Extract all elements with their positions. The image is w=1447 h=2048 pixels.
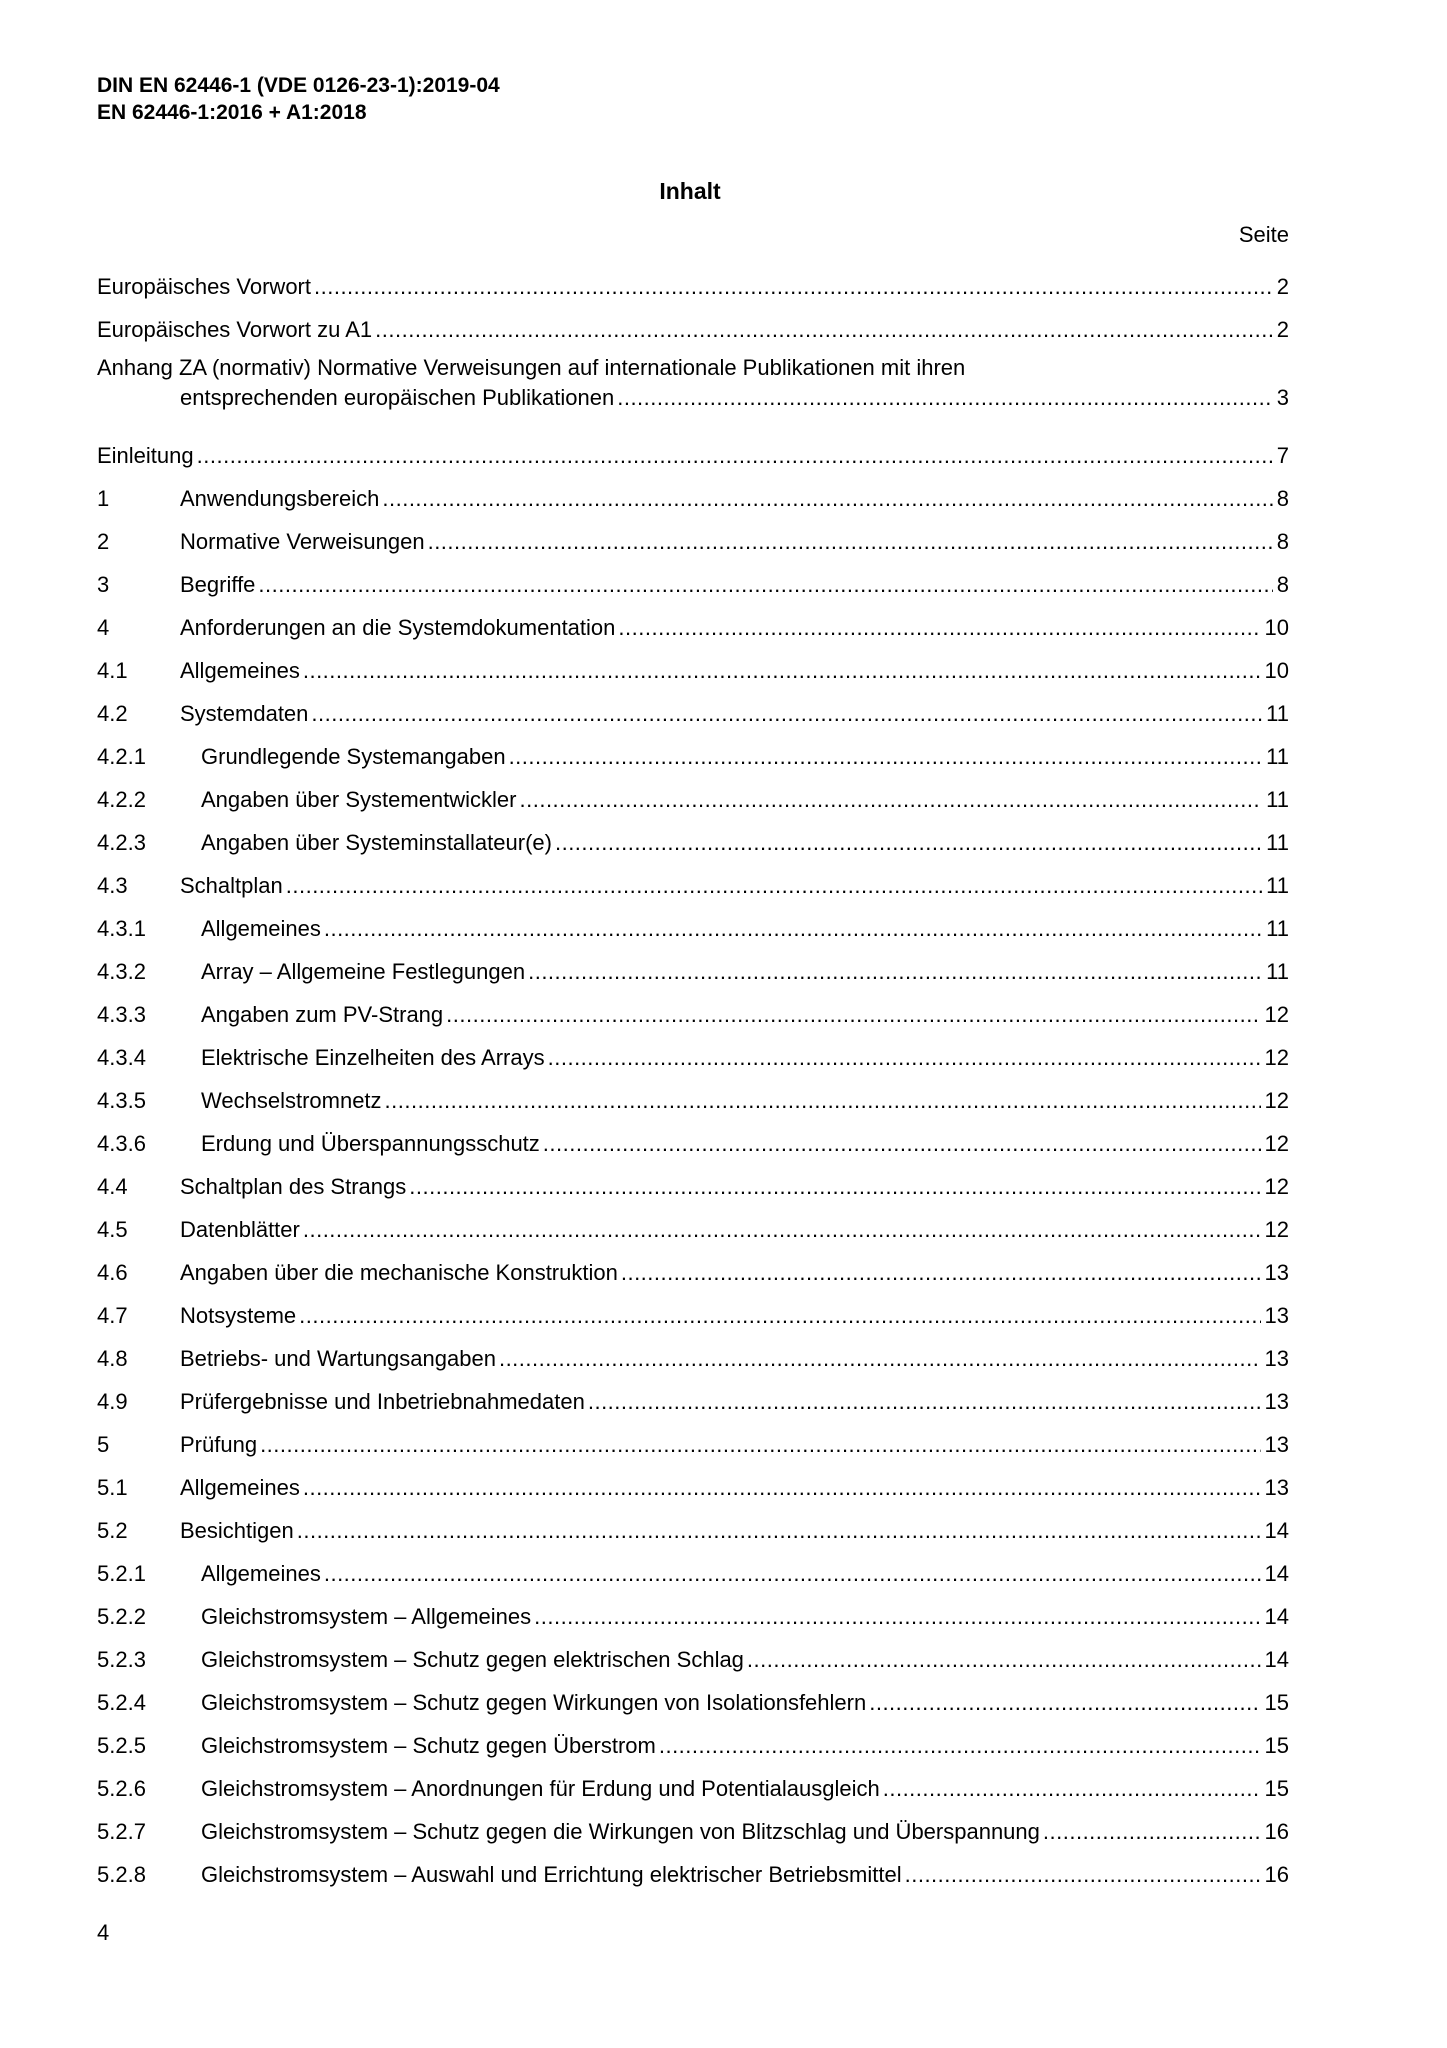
- toc-title: Inhalt: [659, 178, 721, 204]
- dot-leader: [528, 958, 1262, 986]
- toc-entry-number: 5: [97, 1432, 110, 1457]
- toc-entry-text: Notsysteme: [180, 1303, 297, 1328]
- toc-entry-text: Allgemeines: [201, 1561, 321, 1586]
- dot-leader: [621, 1259, 1261, 1287]
- toc-entry-page: 15: [1264, 1690, 1289, 1715]
- toc-entry[interactable]: [97, 1115, 1289, 1158]
- toc-entry-number: 4.8: [97, 1346, 128, 1371]
- dot-leader: [446, 1001, 1260, 1029]
- toc-entry-text: Allgemeines: [201, 916, 321, 941]
- toc-entry-text: Gleichstromsystem – Schutz gegen Wirkungen von Isolationsfehlern: [201, 1690, 867, 1715]
- table-of-contents: [97, 258, 1289, 1889]
- toc-entry-text: Elektrische Einzelheiten des Arrays: [201, 1045, 545, 1070]
- dot-leader: [543, 1130, 1261, 1158]
- toc-entry[interactable]: [97, 1330, 1289, 1373]
- toc-entry-page: 12: [1264, 1217, 1289, 1242]
- toc-entry[interactable]: [97, 1674, 1289, 1717]
- toc-entry-text: Systemdaten: [180, 701, 309, 726]
- toc-entry[interactable]: [97, 685, 1289, 728]
- toc-entry-number: 4.3.6: [97, 1131, 146, 1156]
- standard-version: EN 62446-1:2016 + A1:2018: [97, 101, 367, 124]
- toc-entry-number: 5.2: [97, 1518, 128, 1543]
- toc-entry-page: 13: [1264, 1260, 1289, 1285]
- page-number: 4: [97, 1920, 110, 1945]
- toc-entry-text: Anhang ZA (normativ) Normative Verweisungen auf internationale Publikationen mit ihren: [97, 355, 966, 380]
- toc-entry-text: Normative Verweisungen: [180, 529, 425, 554]
- toc-entry-page: 12: [1264, 1088, 1289, 1113]
- dot-leader: [303, 1474, 1261, 1502]
- toc-entry-text: Angaben über Systeminstallateur(e): [201, 830, 552, 855]
- toc-entry-page: 11: [1266, 830, 1289, 855]
- toc-entry-text: Allgemeines: [180, 1475, 300, 1500]
- toc-entry[interactable]: [97, 301, 1289, 344]
- toc-entry[interactable]: [97, 556, 1289, 599]
- toc-entry[interactable]: [97, 1631, 1289, 1674]
- toc-entry-text: Anwendungsbereich: [180, 486, 380, 511]
- toc-entry-page: 14: [1264, 1604, 1289, 1629]
- dot-leader: [534, 1603, 1260, 1631]
- toc-entry-number: 4.2.2: [97, 787, 146, 812]
- toc-entry-page: 12: [1264, 1045, 1289, 1070]
- page-column-label: Seite: [1238, 222, 1289, 247]
- toc-entry-text: Angaben über die mechanische Konstruktion: [180, 1260, 618, 1285]
- toc-entry-number: 5.2.4: [97, 1690, 146, 1715]
- toc-entry-page: 3: [1276, 385, 1289, 410]
- dot-leader: [382, 485, 1272, 513]
- toc-entry-number: 4.3.2: [97, 959, 146, 984]
- dot-leader: [324, 1560, 1261, 1588]
- toc-entry[interactable]: [97, 513, 1289, 556]
- toc-entry-page: 11: [1266, 873, 1289, 898]
- dot-leader: [258, 571, 1272, 599]
- toc-entry[interactable]: [97, 1803, 1289, 1846]
- toc-entry-text: Gleichstromsystem – Schutz gegen elektrischen Schlag: [201, 1647, 744, 1672]
- toc-entry-page: 15: [1264, 1733, 1289, 1758]
- dot-leader: [548, 1044, 1261, 1072]
- dot-leader: [499, 1345, 1261, 1373]
- toc-entry-page: 13: [1264, 1432, 1289, 1457]
- dot-leader: [617, 384, 1273, 412]
- toc-entry[interactable]: [97, 1545, 1289, 1588]
- toc-entry-number: 5.2.2: [97, 1604, 146, 1629]
- toc-entry[interactable]: [97, 814, 1289, 857]
- toc-entry-text: Grundlegende Systemangaben: [201, 744, 506, 769]
- toc-entry-page: 2: [1276, 317, 1289, 342]
- toc-entry-text: Schaltplan: [180, 873, 283, 898]
- dot-leader: [303, 1216, 1261, 1244]
- dot-leader: [311, 700, 1262, 728]
- toc-section-entries: [97, 470, 1289, 1889]
- toc-entry-text: Einleitung: [97, 443, 194, 468]
- toc-entry[interactable]: [97, 1373, 1289, 1416]
- toc-entry[interactable]: [97, 943, 1289, 986]
- toc-entry-page: 12: [1264, 1131, 1289, 1156]
- toc-entry-text: Allgemeines: [180, 658, 300, 683]
- toc-entry-text: Europäisches Vorwort zu A1: [97, 317, 373, 342]
- toc-entry-page: 7: [1276, 443, 1289, 468]
- toc-entry[interactable]: [97, 728, 1289, 771]
- toc-entry-text: Angaben zum PV-Strang: [201, 1002, 444, 1027]
- toc-entry[interactable]: [97, 1287, 1289, 1330]
- toc-entry-text: Europäisches Vorwort: [97, 274, 311, 299]
- toc-entry[interactable]: [97, 427, 1289, 470]
- dot-leader: [303, 657, 1261, 685]
- toc-entry-number: 5.2.8: [97, 1862, 146, 1887]
- toc-entry-page: 11: [1266, 744, 1289, 769]
- toc-entry-number: 5.2.1: [97, 1561, 146, 1586]
- toc-entry-page: 11: [1266, 787, 1289, 812]
- toc-entry-page: 10: [1264, 658, 1289, 683]
- toc-entry-page: 14: [1264, 1647, 1289, 1672]
- dot-leader: [618, 614, 1260, 642]
- toc-entry-text: Schaltplan des Strangs: [180, 1174, 407, 1199]
- toc-entry[interactable]: [97, 900, 1289, 943]
- toc-entry-text-continued: entsprechenden europäischen Publikationen: [180, 385, 615, 410]
- dot-leader: [314, 273, 1273, 301]
- toc-entry[interactable]: [97, 1029, 1289, 1072]
- toc-entry-page: 12: [1264, 1174, 1289, 1199]
- toc-entry-page: 12: [1264, 1002, 1289, 1027]
- dot-leader: [555, 829, 1262, 857]
- dot-leader: [588, 1388, 1261, 1416]
- toc-entry-text: Besichtigen: [180, 1518, 294, 1543]
- toc-entry-number: 4.9: [97, 1389, 128, 1414]
- toc-entry[interactable]: [97, 1201, 1289, 1244]
- toc-entry-number: 4.3.1: [97, 916, 146, 941]
- toc-entry[interactable]: [97, 1717, 1289, 1760]
- toc-entry[interactable]: [97, 599, 1289, 642]
- toc-entry[interactable]: [97, 1588, 1289, 1631]
- toc-entry[interactable]: [97, 1502, 1289, 1545]
- toc-entry-page: 11: [1266, 916, 1289, 941]
- toc-entry[interactable]: [97, 258, 1289, 301]
- toc-entry-text: Prüfung: [180, 1432, 258, 1457]
- toc-entry[interactable]: [97, 1244, 1289, 1287]
- toc-entry-number: 4.2.3: [97, 830, 146, 855]
- toc-entry-number: 4.2.1: [97, 744, 146, 769]
- toc-entry-number: 4.3: [97, 873, 128, 898]
- toc-entry-page: 8: [1276, 572, 1289, 597]
- toc-entry-text: Wechselstromnetz: [201, 1088, 382, 1113]
- dot-leader: [260, 1431, 1260, 1459]
- toc-entry-number: 4.3.5: [97, 1088, 146, 1113]
- toc-entry-number: 4.3.4: [97, 1045, 146, 1070]
- dot-leader: [428, 528, 1273, 556]
- toc-entry-page: 2: [1276, 274, 1289, 299]
- toc-entry-number: 4: [97, 615, 110, 640]
- toc-entry[interactable]: [97, 1072, 1289, 1115]
- toc-entry-text: Prüfergebnisse und Inbetriebnahmedaten: [180, 1389, 585, 1414]
- toc-entry-text: Betriebs- und Wartungsangaben: [180, 1346, 496, 1371]
- standard-designation: DIN EN 62446-1 (VDE 0126-23-1):2019-04: [97, 74, 500, 97]
- toc-entry-annex[interactable]: [97, 344, 1289, 427]
- toc-entry[interactable]: [97, 470, 1289, 513]
- dot-leader: [409, 1173, 1260, 1201]
- dot-leader: [385, 1087, 1261, 1115]
- toc-entry-page: 8: [1276, 486, 1289, 511]
- toc-entry[interactable]: [97, 1416, 1289, 1459]
- toc-entry[interactable]: [97, 1158, 1289, 1201]
- toc-entry-text: Gleichstromsystem – Schutz gegen Überstrom: [201, 1733, 656, 1758]
- toc-entry-page: 8: [1276, 529, 1289, 554]
- toc-entry-number: 4.4: [97, 1174, 128, 1199]
- dot-leader: [659, 1732, 1261, 1760]
- toc-entry-page: 10: [1264, 615, 1289, 640]
- dot-leader: [883, 1775, 1261, 1803]
- toc-entry-text: Array – Allgemeine Festlegungen: [201, 959, 526, 984]
- toc-entry-number: 5.2.7: [97, 1819, 146, 1844]
- dot-leader: [297, 1517, 1261, 1545]
- dot-leader: [509, 743, 1263, 771]
- dot-leader: [324, 915, 1262, 943]
- toc-entry-page: 16: [1264, 1819, 1289, 1844]
- toc-entry[interactable]: [97, 1846, 1289, 1889]
- toc-entry[interactable]: [97, 857, 1289, 900]
- toc-entry[interactable]: [97, 1459, 1289, 1502]
- toc-entry[interactable]: [97, 1760, 1289, 1803]
- toc-entry-number: 5.1: [97, 1475, 128, 1500]
- toc-entry-number: 5.2.6: [97, 1776, 146, 1801]
- toc-entry-text: Gleichstromsystem – Auswahl und Errichtung elektrischer Betriebsmittel: [201, 1862, 902, 1887]
- dot-leader: [520, 786, 1263, 814]
- toc-entry-number: 4.1: [97, 658, 128, 683]
- toc-entry[interactable]: [97, 986, 1289, 1029]
- toc-entry-page: 15: [1264, 1776, 1289, 1801]
- toc-entry-page: 16: [1264, 1862, 1289, 1887]
- toc-entry-text: Gleichstromsystem – Schutz gegen die Wirkungen von Blitzschlag und Überspannung: [201, 1819, 1040, 1844]
- dot-leader: [197, 442, 1273, 470]
- toc-entry-number: 2: [97, 529, 110, 554]
- toc-entry-text: Erdung und Überspannungsschutz: [201, 1131, 540, 1156]
- dot-leader: [286, 872, 1262, 900]
- toc-entry-number: 4.7: [97, 1303, 128, 1328]
- toc-entry-text: Gleichstromsystem – Anordnungen für Erdung und Potentialausgleich: [201, 1776, 880, 1801]
- toc-entry-page: 13: [1264, 1389, 1289, 1414]
- dot-leader: [905, 1861, 1261, 1889]
- toc-entry-page: 13: [1264, 1303, 1289, 1328]
- toc-entry-text: Gleichstromsystem – Allgemeines: [201, 1604, 532, 1629]
- toc-entry-page: 13: [1264, 1475, 1289, 1500]
- toc-entry[interactable]: [97, 771, 1289, 814]
- toc-entry-page: 14: [1264, 1518, 1289, 1543]
- toc-entry-page: 13: [1264, 1346, 1289, 1371]
- toc-entry-number: 1: [97, 486, 110, 511]
- toc-entry-number: 4.6: [97, 1260, 128, 1285]
- toc-entry-text: Anforderungen an die Systemdokumentation: [180, 615, 616, 640]
- dot-leader: [1043, 1818, 1261, 1846]
- toc-entry-text: Angaben über Systementwickler: [201, 787, 517, 812]
- dot-leader: [747, 1646, 1261, 1674]
- toc-entry-number: 5.2.5: [97, 1733, 146, 1758]
- dot-leader: [299, 1302, 1260, 1330]
- toc-entry-number: 3: [97, 572, 110, 597]
- toc-entry-number: 4.2: [97, 701, 128, 726]
- toc-entry-page: 11: [1266, 701, 1289, 726]
- dot-leader: [869, 1689, 1260, 1717]
- toc-entry-page: 14: [1264, 1561, 1289, 1586]
- toc-entry-text: Datenblätter: [180, 1217, 300, 1242]
- toc-entry-text: Begriffe: [180, 572, 256, 597]
- toc-entry-number: 4.3.3: [97, 1002, 146, 1027]
- toc-entry-number: 4.5: [97, 1217, 128, 1242]
- toc-entry-page: 11: [1266, 959, 1289, 984]
- toc-entry[interactable]: [97, 642, 1289, 685]
- dot-leader: [375, 316, 1273, 344]
- toc-entry-number: 5.2.3: [97, 1647, 146, 1672]
